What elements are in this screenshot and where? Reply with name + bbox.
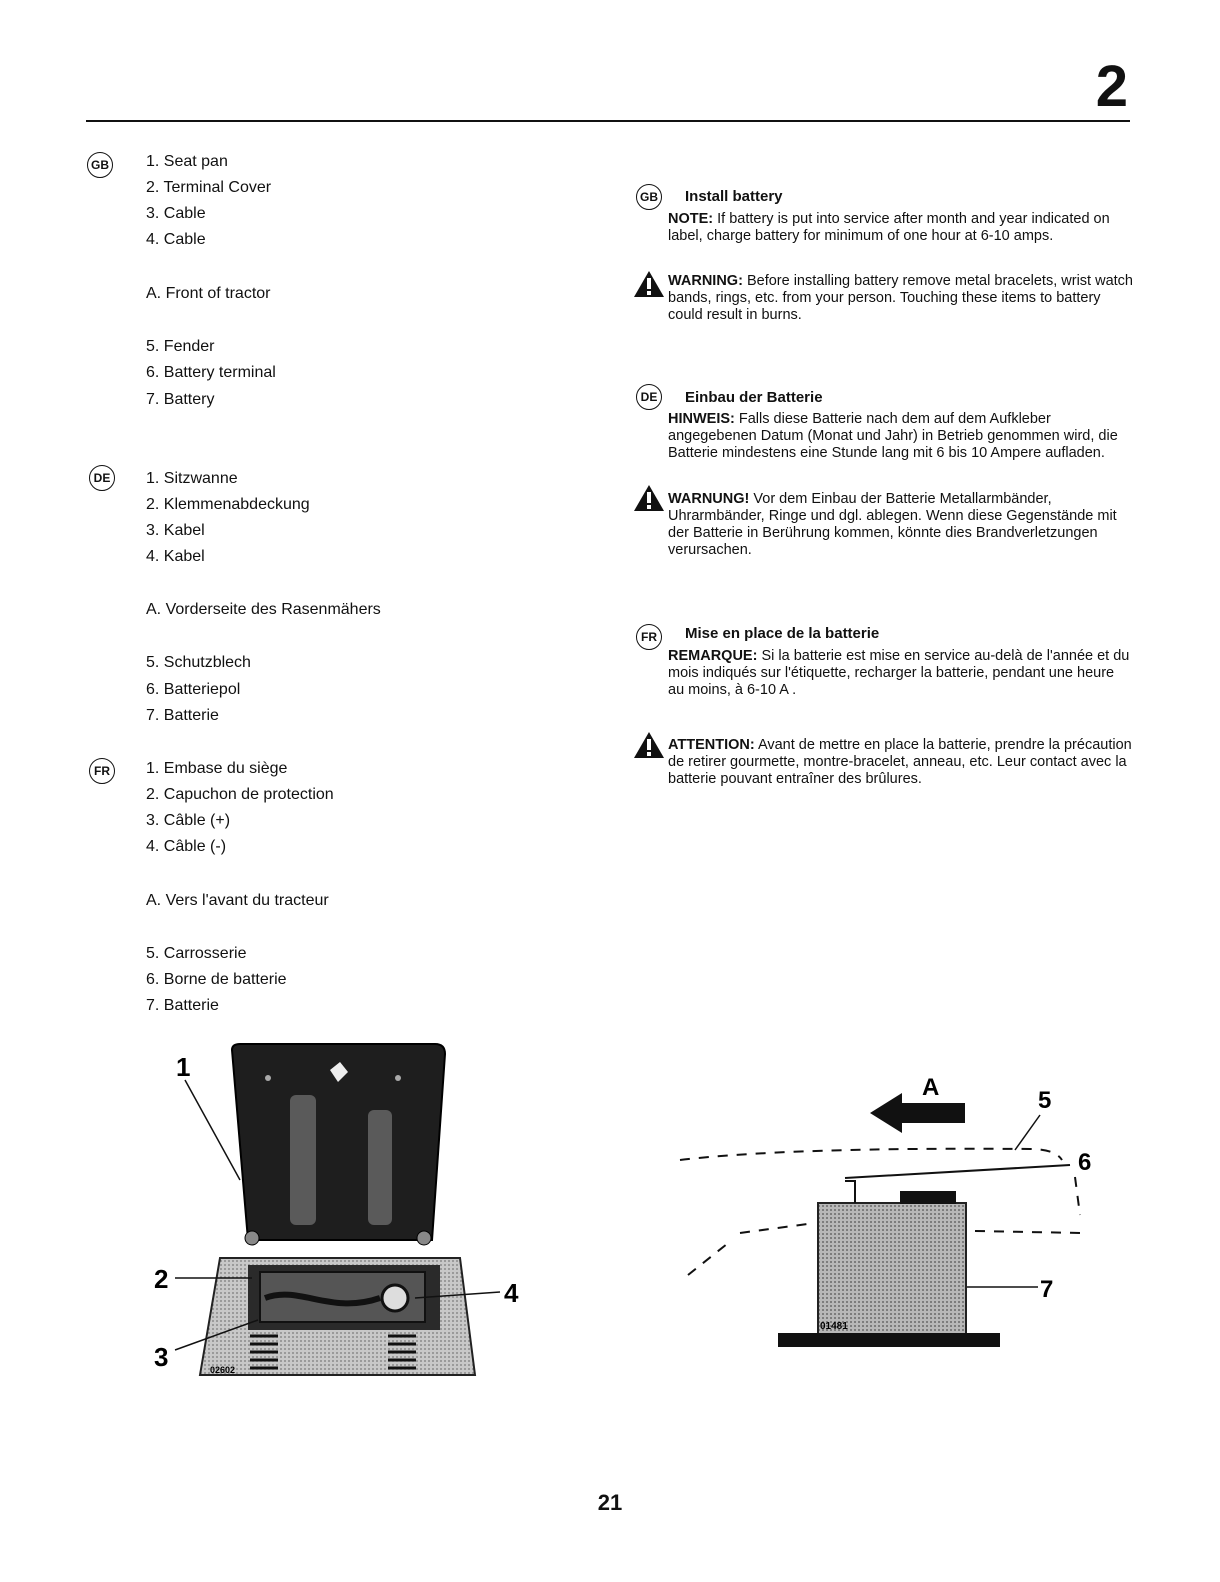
chapter-number: 2 bbox=[1095, 54, 1128, 119]
note-text: Si la batterie est mise en service au-delà de l'année et du mois indiqués sur l'étiquette, recharger la batterie, pendant une heure au moins, à 6-10 A . bbox=[668, 648, 1130, 698]
callout-3: 3 bbox=[154, 1342, 169, 1372]
fr-item: 4. Câble (-) bbox=[146, 838, 227, 855]
fr-item: 5. Carrosserie bbox=[146, 945, 247, 962]
note-text: If battery is put into service after month and year indicated on label, charge battery for minimum of one hour at 6-10 amps. bbox=[668, 211, 1110, 244]
warning-text: Before installing battery remove metal bracelets, wrist watch bands, rings, etc. from your person. Touching these items to battery could result in burns. bbox=[668, 273, 1133, 323]
warning-text: Vor dem Einbau der Batterie Metallarmbänder, Uhrarmbänder, Ringe und dgl. ablegen. Wenn diese Gegenstände mit der Batterie in Berührung kommen, könnte dies Brandverletzungen verursachen. bbox=[668, 491, 1117, 558]
callout-1: 1 bbox=[176, 1052, 191, 1082]
fr-item: 2. Capuchon de protection bbox=[146, 786, 334, 803]
gb-item: 3. Cable bbox=[146, 205, 206, 222]
warning-icon bbox=[633, 731, 665, 759]
warning-label: WARNING: bbox=[668, 273, 743, 289]
de-item: 4. Kabel bbox=[146, 548, 205, 565]
de-badge-right: DE bbox=[636, 384, 662, 410]
gb-note bbox=[668, 211, 1134, 245]
fr-item: 3. Câble (+) bbox=[146, 812, 231, 829]
fr-item: 6. Borne de batterie bbox=[146, 971, 287, 988]
warning-label: ATTENTION: bbox=[668, 737, 755, 753]
fr-warning bbox=[668, 737, 1134, 788]
warning-icon bbox=[633, 270, 665, 298]
callout-4: 4 bbox=[504, 1278, 519, 1308]
de-item: 7. Batterie bbox=[146, 707, 219, 724]
warning-text: Avant de mettre en place la batterie, prendre la précaution de retirer gourmette, montre-bracelet, anneau, etc. Leur contact avec la batterie pouvant entraîner des brûlures. bbox=[668, 737, 1132, 787]
header-rule bbox=[86, 120, 1130, 122]
gb-item: 5. Fender bbox=[146, 338, 215, 355]
gb-badge-right: GB bbox=[636, 184, 662, 210]
battery-placement-diagram bbox=[670, 1065, 1100, 1360]
warning-label: WARNUNG! bbox=[668, 491, 750, 507]
callout-7: 7 bbox=[1040, 1276, 1054, 1303]
note-text: Falls diese Batterie nach dem auf dem Aufkleber angegebenen Datum (Monat und Jahr) in Betrieb genommen wird, die Batterie mindestens eine Stunde lang mit 6 bis 10 Ampere aufladen. bbox=[668, 411, 1118, 461]
de-item: 2. Klemmenabdeckung bbox=[146, 496, 310, 513]
figure-code: 01481 bbox=[820, 1321, 848, 1332]
gb-item: 7. Battery bbox=[146, 391, 215, 408]
seat-battery-illustration bbox=[140, 1040, 540, 1410]
gb-item: 4. Cable bbox=[146, 231, 206, 248]
front-arrow-icon bbox=[870, 1093, 965, 1133]
gb-item: A. Front of tractor bbox=[146, 285, 271, 302]
gb-title: Install battery bbox=[685, 188, 783, 205]
de-item: A. Vorderseite des Rasenmähers bbox=[146, 601, 381, 618]
de-item: 5. Schutzblech bbox=[146, 654, 251, 671]
warning-icon bbox=[633, 484, 665, 512]
fr-badge: FR bbox=[89, 758, 115, 784]
gb-item: 1. Seat pan bbox=[146, 153, 228, 170]
de-item: 3. Kabel bbox=[146, 522, 205, 539]
fr-title: Mise en place de la batterie bbox=[685, 625, 880, 642]
fr-badge-right: FR bbox=[636, 624, 662, 650]
note-label: REMARQUE: bbox=[668, 648, 758, 664]
callout-5: 5 bbox=[1038, 1087, 1052, 1114]
gb-item: 6. Battery terminal bbox=[146, 364, 276, 381]
fr-item: A. Vers l'avant du tracteur bbox=[146, 892, 329, 909]
fr-item: 1. Embase du siège bbox=[146, 760, 288, 777]
de-warning bbox=[668, 491, 1134, 559]
de-badge: DE bbox=[89, 465, 115, 491]
callout-2: 2 bbox=[154, 1264, 169, 1294]
de-item: 1. Sitzwanne bbox=[146, 470, 238, 487]
callout-6: 6 bbox=[1078, 1149, 1092, 1176]
fr-item: 7. Batterie bbox=[146, 997, 219, 1014]
gb-item: 2. Terminal Cover bbox=[146, 179, 272, 196]
fr-note bbox=[668, 648, 1134, 699]
de-item: 6. Batteriepol bbox=[146, 681, 241, 698]
gb-warning bbox=[668, 273, 1134, 324]
note-label: NOTE: bbox=[668, 211, 714, 227]
note-label: HINWEIS: bbox=[668, 411, 735, 427]
gb-badge: GB bbox=[87, 152, 113, 178]
de-title: Einbau der Batterie bbox=[685, 389, 823, 406]
figure-code: 02602 bbox=[210, 1365, 236, 1375]
de-note bbox=[668, 411, 1134, 462]
page-number: 21 bbox=[597, 1490, 623, 1515]
callout-a: A bbox=[922, 1074, 940, 1101]
